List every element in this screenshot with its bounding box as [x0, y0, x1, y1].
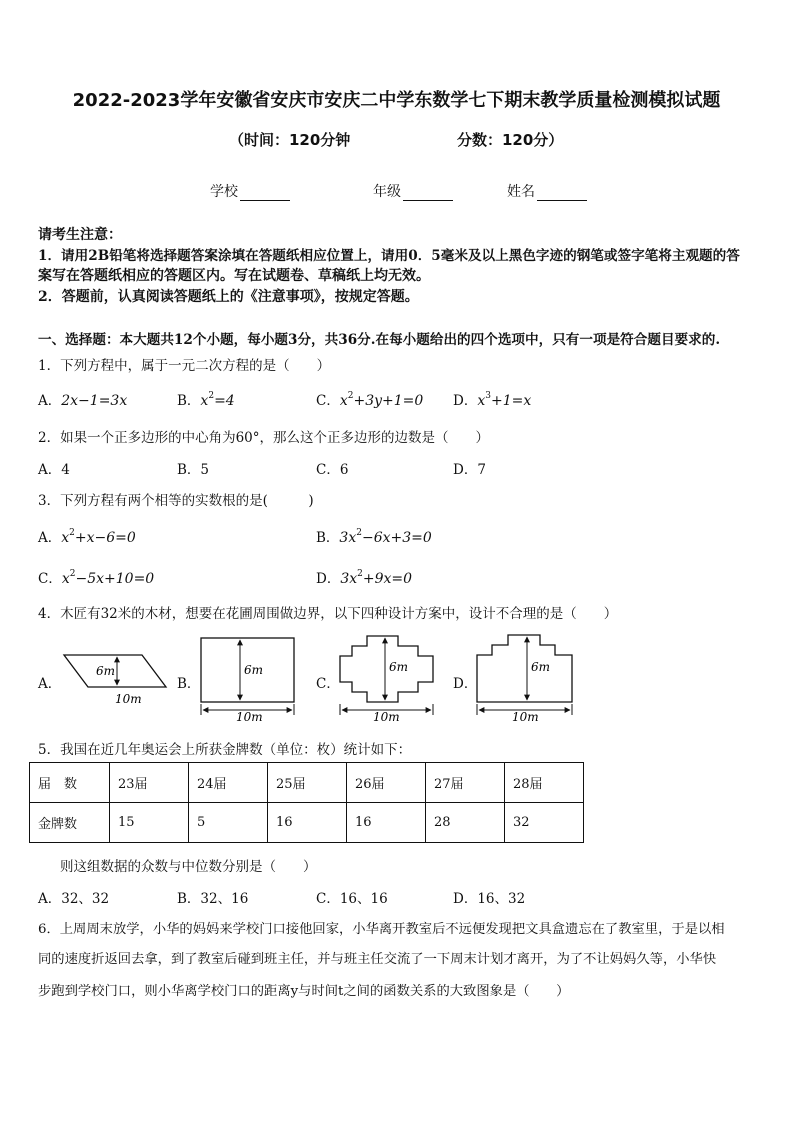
- notice-line-1b: 案写在答题纸相应的答题区内。写在试题卷、草稿纸上均无效。: [38, 268, 430, 284]
- q4-option-d-label: D．: [453, 676, 478, 692]
- q5-option-d: D．16、32: [453, 891, 526, 907]
- table-cell: 26届: [347, 763, 426, 803]
- q3-option-d-base: 3x: [340, 571, 358, 587]
- q3-option-c-base: x: [61, 571, 70, 587]
- q1-option-d-label: D．: [453, 393, 478, 409]
- name-field: [507, 181, 587, 201]
- q4-figure-c-stepped-cross: [340, 636, 433, 724]
- q2-option-c: C．6: [316, 462, 349, 478]
- q4-c-width: 10m: [373, 710, 400, 724]
- q3-option-c: [38, 567, 154, 587]
- school-blank: [240, 186, 290, 201]
- grade-blank: [403, 186, 453, 201]
- q1-option-b-exp: 2: [208, 391, 215, 401]
- q3-option-b-exp: 2: [356, 528, 362, 538]
- q1-option-a-label: A．: [38, 393, 62, 409]
- q1-option-d-rest: +1=x: [490, 393, 532, 409]
- q4-figures: [0, 625, 793, 725]
- table-cell: 23届: [110, 763, 189, 803]
- q1-option-b-rest: =4: [214, 393, 235, 409]
- q4-d-height: 6m: [531, 660, 551, 674]
- table-cell: 金牌数: [30, 803, 110, 843]
- q3-option-d-rest: +9x=0: [362, 571, 413, 587]
- name-blank: [537, 186, 587, 201]
- table-cell: 15: [110, 803, 189, 843]
- section-heading: 一、选择题：本大题共12个小题，每小题3分，共36分.在每小题给出的四个选项中，只有一项是符合题目要求的.: [38, 332, 721, 348]
- q2-stem: 2．如果一个正多边形的中心角为60°，那么这个正多边形的边数是（ ）: [38, 430, 490, 446]
- q2-option-d: D．7: [453, 462, 486, 478]
- name-label: 姓名: [507, 184, 535, 200]
- q1-option-b-base: x: [200, 393, 209, 409]
- table-cell: 25届: [268, 763, 347, 803]
- q4-figure-a-parallelogram: [64, 655, 166, 706]
- page-title: 2022-2023学年安徽省安庆市安庆二中学东数学七下期末教学质量检测模拟试题: [72, 90, 721, 111]
- q1-option-c-base: x: [339, 393, 348, 409]
- notice-line-2: 2．答题前，认真阅读答题纸上的《注意事项》，按规定答题。: [38, 289, 419, 305]
- notice-heading: 请考生注意：: [38, 227, 122, 243]
- table-cell: 16: [268, 803, 347, 843]
- q6-line-1: 6．上周周末放学，小华的妈妈来学校门口接他回家，小华离开教室后不远便发现把文具盒遗忘在了教室里，于是以相: [38, 922, 725, 937]
- q4-stem: 4．木匠有32米的木材，想要在花圃周围做边界，以下四种设计方案中，设计不合理的是（ ）: [38, 606, 618, 622]
- school-label: 学校: [210, 184, 238, 200]
- q4-b-width: 10m: [236, 710, 263, 724]
- q3-option-a-label: A．: [38, 530, 62, 546]
- exam-score: 分数：120分）: [457, 131, 564, 149]
- school-field: [210, 181, 290, 201]
- q4-a-height: 6m: [96, 664, 116, 678]
- q3-stem: 3．下列方程有两个相等的实数根的是( ): [38, 493, 314, 509]
- q1-option-c-rest: +3y+1=0: [353, 393, 424, 409]
- q4-figure-d-stepped: [477, 635, 572, 724]
- q3-option-c-exp: 2: [69, 569, 76, 579]
- q3-option-b: [316, 526, 432, 546]
- exam-time: （时间：120分钟: [229, 131, 351, 149]
- table-header-row: [30, 763, 584, 803]
- q1-option-d: [453, 389, 531, 409]
- q3-option-c-label: C．: [38, 571, 62, 587]
- grade-label: 年级: [373, 184, 401, 200]
- q4-b-height: 6m: [244, 663, 264, 677]
- q1-option-a: [38, 389, 127, 409]
- q1-option-c-exp: 2: [347, 391, 354, 401]
- q3-option-b-rest: −6x+3=0: [361, 530, 432, 546]
- q4-option-c-label: C．: [316, 676, 340, 692]
- q3-option-b-label: B．: [316, 530, 340, 546]
- q4-a-width: 10m: [115, 692, 142, 706]
- q1-option-a-math: 2x−1=3x: [61, 393, 128, 409]
- q1-option-b: [177, 389, 235, 409]
- q4-d-width: 10m: [512, 710, 539, 724]
- q3-option-b-base: 3x: [339, 530, 357, 546]
- q3-option-a: [38, 526, 136, 546]
- table-row: [30, 803, 584, 843]
- q1-option-c-label: C．: [316, 393, 340, 409]
- q3-option-d-exp: 2: [357, 569, 363, 579]
- q3-option-d-label: D．: [316, 571, 341, 587]
- q3-option-c-rest: −5x+10=0: [75, 571, 155, 587]
- q4-option-b-label: B．: [177, 676, 201, 692]
- q5-stem: 5．我国在近几年奥运会上所获金牌数（单位：枚）统计如下：: [38, 742, 412, 758]
- q6-line-3: 步跑到学校门口，则小华离学校门口的距离y与时间t之间的函数关系的大致图象是（ ）: [38, 984, 570, 999]
- table-cell: 16: [347, 803, 426, 843]
- q2-option-b: B．5: [177, 462, 210, 478]
- q1-option-d-exp: 3: [485, 391, 491, 401]
- q4-option-a-label: A．: [38, 676, 62, 692]
- q1-option-b-label: B．: [177, 393, 201, 409]
- grade-field: [373, 181, 453, 201]
- table-cell: 届 数: [30, 763, 110, 803]
- q3-option-d: [316, 567, 412, 587]
- table-cell: 24届: [189, 763, 268, 803]
- q4-c-height: 6m: [389, 660, 409, 674]
- q5-followup: 则这组数据的众数与中位数分别是（ ）: [60, 859, 317, 875]
- q3-option-a-base: x: [61, 530, 70, 546]
- table-cell: 32: [505, 803, 584, 843]
- q1-option-c: [316, 389, 423, 409]
- q3-option-a-rest: +x−6=0: [74, 530, 136, 546]
- table-cell: 27届: [426, 763, 505, 803]
- q1-option-d-base: x: [477, 393, 486, 409]
- q3-option-a-exp: 2: [69, 528, 75, 538]
- q2-option-a: A．4: [38, 462, 70, 478]
- medal-table: [29, 762, 584, 843]
- table-cell: 5: [189, 803, 268, 843]
- q5-option-b: B．32、16: [177, 891, 249, 907]
- table-cell: 28: [426, 803, 505, 843]
- table-cell: 28届: [505, 763, 584, 803]
- q6-line-2: 同的速度折返回去拿，到了教室后碰到班主任，并与班主任交流了一下周末计划才离开，为了不让妈妈久等，小华快: [38, 952, 717, 967]
- notice-line-1a: 1．请用2B铅笔将选择题答案涂填在答题纸相应位置上，请用0．5毫米及以上黑色字迹的钢笔或签字笔将主观题的答: [38, 248, 740, 264]
- q5-option-c: C．16、16: [316, 891, 388, 907]
- q1-stem: 1．下列方程中，属于一元二次方程的是（ ）: [38, 358, 331, 374]
- q4-figure-b-rectangle: [201, 638, 294, 724]
- q5-option-a: A．32、32: [38, 891, 110, 907]
